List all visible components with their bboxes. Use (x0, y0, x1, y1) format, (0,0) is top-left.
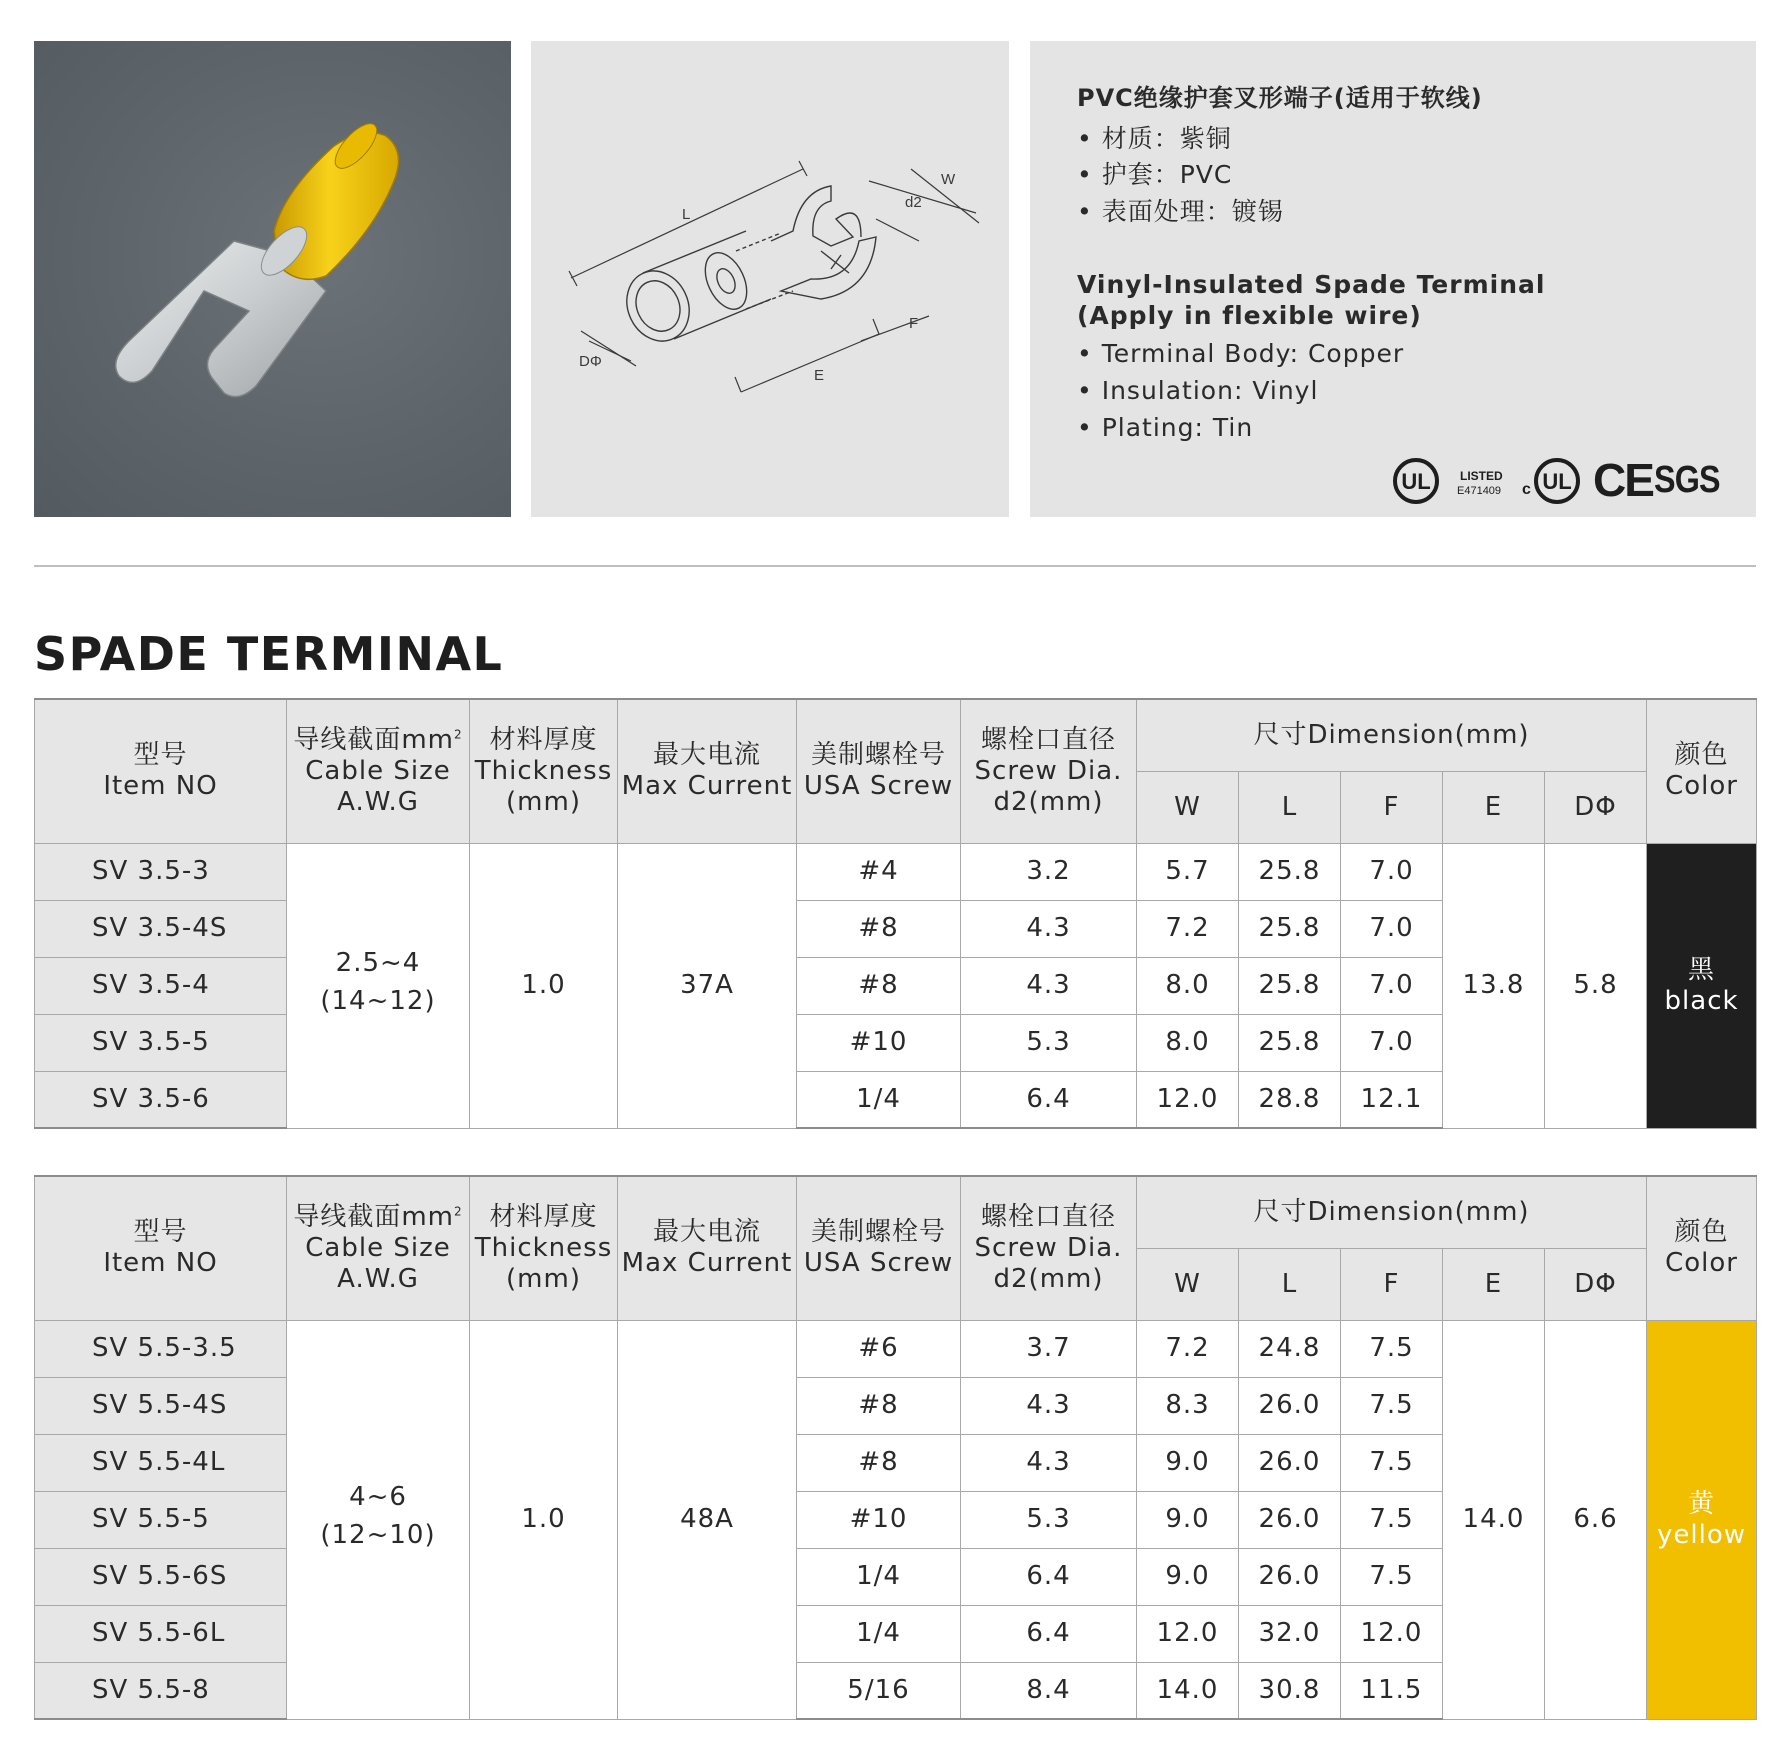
dim-w: 12.0 (1137, 1071, 1239, 1128)
item-no: SV 5.5-5 (35, 1491, 287, 1548)
dim-l: 32.0 (1239, 1605, 1341, 1662)
label-w: W (941, 171, 956, 188)
header-f: F (1341, 1248, 1443, 1320)
dim-f: 7.5 (1341, 1434, 1443, 1491)
item-no: SV 5.5-3.5 (35, 1320, 287, 1377)
header-dimension: 尺寸Dimension(mm) (1137, 1176, 1647, 1248)
usa-screw: #8 (797, 900, 961, 957)
thickness: 1.0 (470, 1320, 618, 1719)
product-photo (34, 41, 511, 517)
dim-w: 7.2 (1137, 1320, 1239, 1377)
label-dphi: DΦ (579, 353, 602, 370)
dim-w: 8.0 (1137, 1014, 1239, 1071)
usa-screw: #4 (797, 843, 961, 900)
thickness: 1.0 (470, 843, 618, 1128)
header-item: 型号 Item NO (35, 699, 287, 843)
cn-bullet-plating: • 表面处理：镀锡 (1077, 192, 1284, 228)
dim-l: 26.0 (1239, 1491, 1341, 1548)
dim-l: 24.8 (1239, 1320, 1341, 1377)
dim-f: 12.1 (1341, 1071, 1443, 1128)
usa-screw: #10 (797, 1014, 961, 1071)
screw-dia: 4.3 (961, 1377, 1137, 1434)
cable-size: 4~6 (12~10) (287, 1320, 470, 1719)
header-screw: 美制螺栓号 USA Screw (797, 699, 961, 843)
label-l: L (682, 206, 691, 223)
dim-w: 12.0 (1137, 1605, 1239, 1662)
dim-l: 25.8 (1239, 1014, 1341, 1071)
header-dimension: 尺寸Dimension(mm) (1137, 699, 1647, 771)
screw-dia: 4.3 (961, 900, 1137, 957)
en-title-line2: (Apply in flexible wire) (1077, 301, 1422, 330)
header-l: L (1239, 771, 1341, 843)
item-no: SV 3.5-4S (35, 900, 287, 957)
screw-dia: 6.4 (961, 1548, 1137, 1605)
spec-table-black (34, 698, 1757, 1129)
dim-l: 25.8 (1239, 900, 1341, 957)
section-divider (34, 565, 1756, 567)
header-item: 型号 Item NO (35, 1176, 287, 1320)
dim-w: 5.7 (1137, 843, 1239, 900)
dim-w: 9.0 (1137, 1434, 1239, 1491)
en-bullet-body: • Terminal Body: Copper (1077, 339, 1404, 368)
product-info (1030, 41, 1756, 517)
dim-f: 7.5 (1341, 1377, 1443, 1434)
section-title: SPADE TERMINAL (34, 627, 504, 681)
screw-dia: 8.4 (961, 1662, 1137, 1719)
screw-dia: 3.7 (961, 1320, 1137, 1377)
dim-l: 26.0 (1239, 1434, 1341, 1491)
item-no: SV 5.5-4L (35, 1434, 287, 1491)
header-cable: 导线截面$mm^2$ Cable Size A.W.G (287, 699, 470, 843)
usa-screw: #8 (797, 957, 961, 1014)
screw-dia: 6.4 (961, 1071, 1137, 1128)
dim-f: 7.0 (1341, 1014, 1443, 1071)
item-no: SV 3.5-4 (35, 957, 287, 1014)
max-current: 48A (618, 1320, 797, 1719)
dim-dphi: 5.8 (1545, 843, 1647, 1128)
dim-l: 25.8 (1239, 843, 1341, 900)
cul-c-label: c (1522, 481, 1531, 498)
screw-dia: 6.4 (961, 1605, 1137, 1662)
en-bullet-plating: • Plating: Tin (1077, 413, 1253, 442)
dim-e: 14.0 (1443, 1320, 1545, 1719)
dim-l: 30.8 (1239, 1662, 1341, 1719)
usa-screw: #6 (797, 1320, 961, 1377)
ul-mark-icon (1392, 456, 1440, 506)
listed-number: E471409 (1457, 485, 1502, 497)
usa-screw: 5/16 (797, 1662, 961, 1719)
dim-f: 7.5 (1341, 1491, 1443, 1548)
dim-f: 11.5 (1341, 1662, 1443, 1719)
color-swatch-black: 黑 black (1647, 843, 1757, 1128)
usa-screw: 1/4 (797, 1605, 961, 1662)
label-d2: d2 (905, 194, 922, 211)
cn-bullet-material: • 材质：紫铜 (1077, 119, 1232, 155)
header-screw: 美制螺栓号 USA Screw (797, 1176, 961, 1320)
dim-w: 9.0 (1137, 1548, 1239, 1605)
cul-mark-icon (1533, 456, 1581, 506)
dim-f: 7.0 (1341, 843, 1443, 900)
header-color: 颜色 Color (1647, 699, 1757, 843)
en-bullet-insulation: • Insulation: Vinyl (1077, 376, 1318, 405)
dim-w: 14.0 (1137, 1662, 1239, 1719)
screw-dia: 4.3 (961, 957, 1137, 1014)
item-no: SV 5.5-4S (35, 1377, 287, 1434)
dim-l: 26.0 (1239, 1548, 1341, 1605)
label-e: E (814, 367, 825, 384)
en-title-line1: Vinyl-Insulated Spade Terminal (1077, 270, 1546, 299)
ul-mark-text: UL (1401, 469, 1431, 494)
dim-f: 7.0 (1341, 957, 1443, 1014)
spec-table-yellow (34, 1175, 1757, 1720)
dim-w: 8.3 (1137, 1377, 1239, 1434)
dim-dphi: 6.6 (1545, 1320, 1647, 1719)
ce-mark-icon: CE (1593, 454, 1653, 506)
header-current: 最大电流 Max Current (618, 1176, 797, 1320)
header-e: E (1443, 1248, 1545, 1320)
header-cable: 导线截面$mm^2$ Cable Size A.W.G (287, 1176, 470, 1320)
dim-w: 8.0 (1137, 957, 1239, 1014)
item-no: SV 5.5-6L (35, 1605, 287, 1662)
color-swatch-yellow: 黄 yellow (1647, 1320, 1757, 1719)
cable-size: 2.5~4 (14~12) (287, 843, 470, 1128)
header-current: 最大电流 Max Current (618, 699, 797, 843)
header-e: E (1443, 771, 1545, 843)
listed-label: LISTED (1460, 469, 1503, 483)
dim-l: 25.8 (1239, 957, 1341, 1014)
dim-w: 9.0 (1137, 1491, 1239, 1548)
item-no: SV 3.5-5 (35, 1014, 287, 1071)
dim-w: 7.2 (1137, 900, 1239, 957)
cn-title: PVC绝缘护套叉形端子(适用于软线) (1077, 84, 1483, 112)
max-current: 37A (618, 843, 797, 1128)
sgs-mark-icon: SGS (1654, 459, 1720, 501)
usa-screw: 1/4 (797, 1548, 961, 1605)
label-f: F (909, 315, 919, 332)
screw-dia: 5.3 (961, 1014, 1137, 1071)
dim-f: 7.5 (1341, 1548, 1443, 1605)
header-thickness: 材料厚度 Thickness (mm) (470, 699, 618, 843)
dimension-drawing (531, 41, 1009, 517)
dim-f: 12.0 (1341, 1605, 1443, 1662)
item-no: SV 5.5-6S (35, 1548, 287, 1605)
table-row (35, 843, 1757, 900)
header-dphi: DΦ (1545, 771, 1647, 843)
header-dia: 螺栓口直径 Screw Dia. d2(mm) (961, 699, 1137, 843)
item-no: SV 5.5-8 (35, 1662, 287, 1719)
usa-screw: 1/4 (797, 1071, 961, 1128)
header-color: 颜色 Color (1647, 1176, 1757, 1320)
item-no: SV 3.5-6 (35, 1071, 287, 1128)
cn-bullet-sleeve: • 护套：PVC (1077, 155, 1232, 191)
dim-l: 26.0 (1239, 1377, 1341, 1434)
screw-dia: 4.3 (961, 1434, 1137, 1491)
screw-dia: 3.2 (961, 843, 1137, 900)
header-l: L (1239, 1248, 1341, 1320)
screw-dia: 5.3 (961, 1491, 1137, 1548)
dim-e: 13.8 (1443, 843, 1545, 1128)
header-f: F (1341, 771, 1443, 843)
header-thickness: 材料厚度 Thickness (mm) (470, 1176, 618, 1320)
usa-screw: #8 (797, 1434, 961, 1491)
dimension-diagram (531, 41, 1009, 517)
dim-f: 7.0 (1341, 900, 1443, 957)
header-dia: 螺栓口直径 Screw Dia. d2(mm) (961, 1176, 1137, 1320)
header-w: W (1137, 1248, 1239, 1320)
header-w: W (1137, 771, 1239, 843)
table-row (35, 1320, 1757, 1377)
usa-screw: #8 (797, 1377, 961, 1434)
usa-screw: #10 (797, 1491, 961, 1548)
dim-l: 28.8 (1239, 1071, 1341, 1128)
dim-f: 7.5 (1341, 1320, 1443, 1377)
header-dphi: DΦ (1545, 1248, 1647, 1320)
item-no: SV 3.5-3 (35, 843, 287, 900)
spade-terminal-photo (34, 41, 511, 517)
cul-mark-text: UL (1542, 469, 1572, 494)
